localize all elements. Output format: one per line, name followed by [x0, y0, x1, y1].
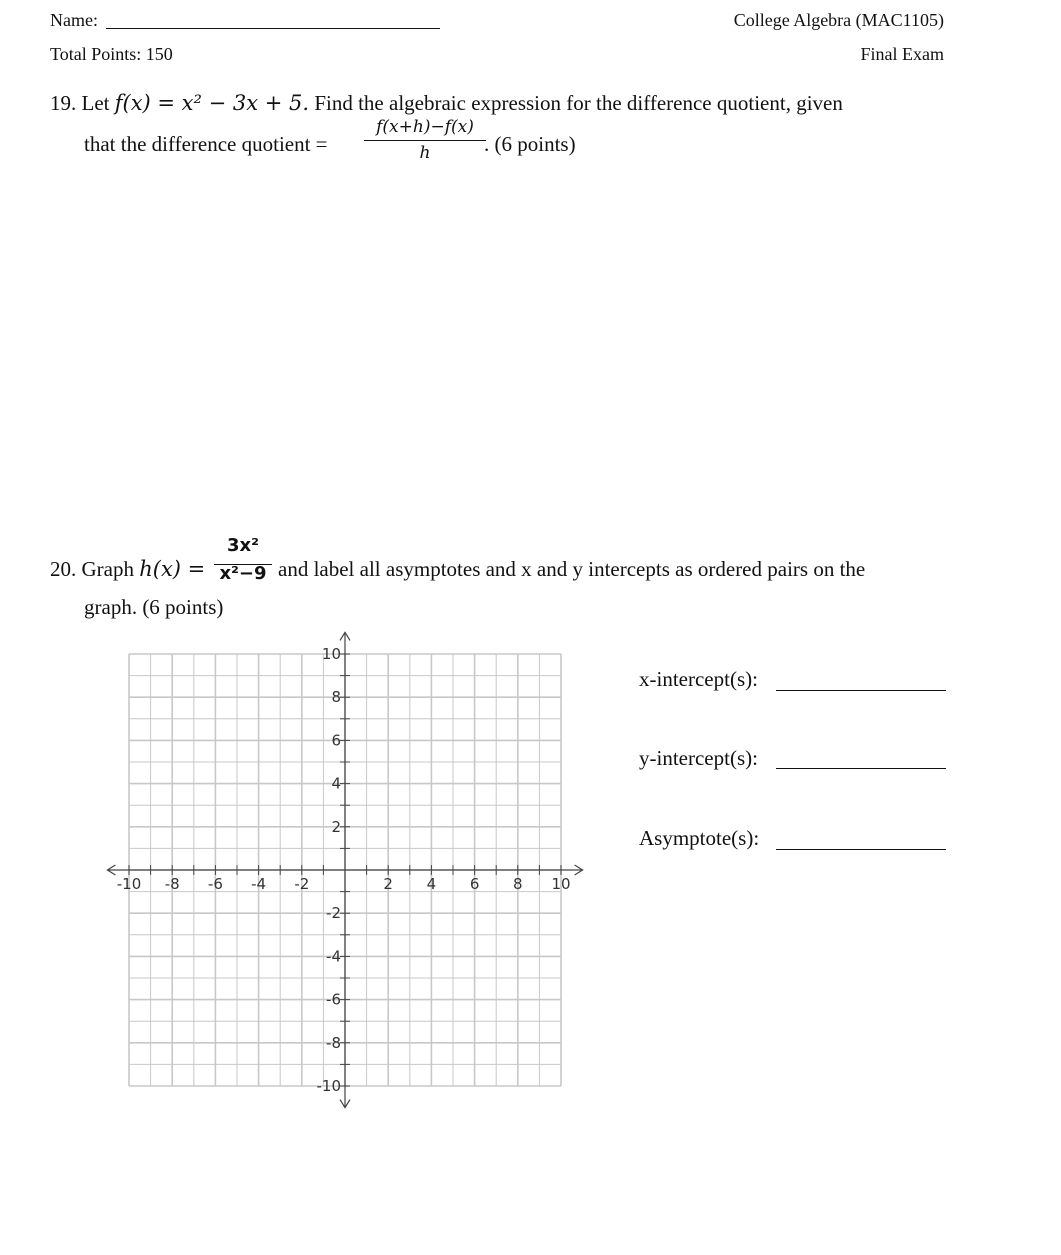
y-intercepts-label: y-intercept(s): [639, 746, 758, 770]
x-tick-label: 2 [383, 875, 393, 893]
x-tick-label: 10 [551, 875, 571, 893]
fraction-bar [214, 564, 272, 565]
function-definition: f(x) = x² − 3x + 5. [114, 91, 310, 115]
x-tick-label: 4 [426, 875, 437, 893]
name-label: Name: [50, 10, 98, 30]
x-tick-label: -2 [294, 875, 310, 893]
fraction-numerator: f(x+h)−f(x) [376, 117, 474, 137]
question-19-line1 [50, 91, 843, 116]
fraction-numerator: 3x² [226, 535, 260, 556]
y-tick-label: 8 [331, 688, 341, 707]
x-tick-label: -10 [116, 875, 142, 893]
asymptotes-answer-field[interactable] [776, 829, 946, 850]
total-points: Total Points: 150 [50, 44, 173, 64]
coordinate-grid[interactable] [95, 620, 595, 1120]
name-field[interactable] [106, 8, 440, 29]
y-tick-label: 10 [321, 645, 341, 663]
course-title: College Algebra (MAC1105) [733, 10, 944, 30]
question-20-line2: graph. (6 points) [84, 595, 224, 619]
axes [107, 632, 582, 1107]
fraction-denominator: h [419, 143, 431, 163]
question-lead: Graph [81, 557, 134, 581]
y-tick-label: -4 [326, 947, 341, 966]
question-19-points: . (6 points) [484, 132, 576, 156]
rational-function-fraction [212, 535, 274, 584]
question-20-text: and label all asymptotes and x and y intercepts as ordered pairs on the [278, 557, 866, 581]
question-lead: Let [81, 91, 110, 115]
y-tick-label: 6 [331, 731, 341, 750]
question-text: Find the algebraic expression for the difference quotient, given [314, 91, 843, 115]
x-tick-label: 8 [513, 875, 523, 893]
question-number: 19. [50, 91, 77, 115]
question-number: 20. [50, 557, 77, 581]
y-tick-label: -2 [326, 904, 341, 923]
y-tick-label: -8 [326, 1033, 341, 1052]
x-tick-label: -4 [251, 875, 267, 893]
y-tick-label: -6 [326, 990, 341, 1009]
y-tick-label: -10 [316, 1077, 341, 1095]
fraction-bar [364, 140, 486, 141]
x-tick-label: -6 [207, 875, 223, 893]
y-tick-label: 4 [331, 774, 341, 793]
x-intercepts-answer-field[interactable] [776, 670, 946, 691]
x-tick-label: 6 [469, 875, 480, 893]
y-intercepts-answer-field[interactable] [776, 748, 946, 769]
exam-title: Final Exam [860, 44, 944, 64]
x-intercepts-label: x-intercept(s): [639, 667, 758, 691]
x-tick-label: -8 [164, 875, 180, 893]
question-20-line1 [50, 557, 205, 582]
y-tick-label: 2 [331, 817, 341, 836]
function-name: h(x) = [139, 557, 206, 581]
asymptotes-label: Asymptote(s): [639, 826, 760, 850]
fraction-denominator: x²−9 [219, 563, 267, 584]
question-19-line2: that the difference quotient = [84, 132, 328, 156]
